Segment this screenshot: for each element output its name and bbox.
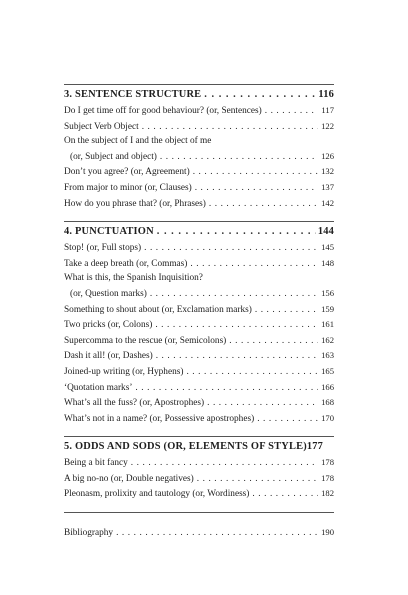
dot-leader xyxy=(265,104,318,119)
toc-section-3 xyxy=(64,85,334,221)
toc-heading-title: 4. PUNCTUATION xyxy=(64,226,154,238)
toc-entry-page: 132 xyxy=(321,166,334,177)
dot-leader xyxy=(229,334,318,349)
toc-entry-page: 168 xyxy=(321,397,334,408)
toc-entry-title: What’s not in a name? (or, Possessive apostrophes) xyxy=(64,413,255,424)
toc-entry-page: 148 xyxy=(321,257,334,268)
toc-bibliography xyxy=(64,513,334,551)
toc-entry-title: Subject Verb Object xyxy=(64,121,139,132)
toc-entry-title: From major to minor (or, Clauses) xyxy=(64,182,192,193)
toc-entry-title: Stop! (or, Full stops) xyxy=(64,243,142,254)
dot-leader xyxy=(252,487,318,502)
toc-entry[interactable] xyxy=(64,103,334,119)
dot-leader xyxy=(195,181,318,196)
toc-entry-page: 170 xyxy=(321,412,334,423)
toc-entry[interactable] xyxy=(64,364,334,380)
toc-entry[interactable] xyxy=(64,302,334,318)
toc-entry-title: Do I get time off for good behaviour? (or, Sentences) xyxy=(64,106,262,116)
toc-heading-page: 116 xyxy=(318,89,334,100)
toc-entry-title: Pleonasm, prolixity and tautology (or, Wordiness) xyxy=(64,489,250,500)
toc-entry-page: 122 xyxy=(321,120,334,131)
toc-entry[interactable] xyxy=(64,380,334,396)
dot-leader xyxy=(207,396,318,411)
toc-entry-page: 163 xyxy=(321,350,334,361)
toc-entry-page: 117 xyxy=(321,105,334,115)
toc-entry-title: Supercomma to the rescue (or, Semicolons) xyxy=(64,335,227,346)
toc-entry-title: A big no-no (or, Double negatives) xyxy=(64,473,194,484)
toc-entry-page: 137 xyxy=(321,181,334,192)
toc-entry[interactable] xyxy=(64,134,334,149)
toc-entry[interactable] xyxy=(64,286,334,302)
toc-entry[interactable] xyxy=(64,395,334,411)
toc-heading-title: 5. ODDS AND SODS (OR, ELEMENTS OF STYLE) xyxy=(64,441,307,453)
toc-entry-page: 182 xyxy=(321,488,334,499)
toc-entry[interactable] xyxy=(64,525,334,541)
toc-entry[interactable] xyxy=(64,271,334,286)
toc-entry-page: 142 xyxy=(321,197,334,208)
toc-entry-page: 156 xyxy=(321,287,334,298)
toc-entry-title: Don’t you agree? (or, Agreement) xyxy=(64,167,190,178)
toc-heading-page: 177 xyxy=(306,441,324,453)
toc-entry[interactable] xyxy=(64,256,334,272)
toc-entry[interactable] xyxy=(64,348,334,364)
toc-entry[interactable] xyxy=(64,164,334,180)
dot-leader xyxy=(156,349,318,364)
toc-entry-page: 126 xyxy=(321,150,334,161)
toc-entry[interactable] xyxy=(64,119,334,135)
toc-entry[interactable] xyxy=(64,149,334,165)
dot-leader xyxy=(157,224,316,240)
toc-entry-title: (or, Question marks) xyxy=(70,288,147,299)
toc-heading[interactable] xyxy=(64,224,334,240)
toc-entry-title: What is this, the Spanish Inquisition? xyxy=(64,273,203,284)
dot-leader xyxy=(186,365,318,380)
toc-entry-title: Joined-up writing (or, Hyphens) xyxy=(64,366,184,377)
toc-heading-title: 3. SENTENCE STRUCTURE xyxy=(64,89,202,100)
dot-leader xyxy=(150,287,318,302)
toc-heading[interactable] xyxy=(64,439,334,455)
dot-leader xyxy=(197,472,318,487)
dot-leader xyxy=(209,197,318,212)
toc-entry-page: 178 xyxy=(321,472,334,483)
toc-entry-page: 165 xyxy=(321,365,334,376)
toc-heading-page: 144 xyxy=(317,226,334,238)
toc-section-4 xyxy=(64,222,334,436)
toc-entry[interactable] xyxy=(64,180,334,196)
toc-entry-page: 178 xyxy=(321,457,334,468)
toc-heading[interactable] xyxy=(64,87,334,103)
dot-leader xyxy=(255,303,318,318)
toc-entry-title: What’s all the fuss? (or, Apostrophes) xyxy=(64,398,205,409)
toc-section-5 xyxy=(64,437,334,512)
dot-leader xyxy=(193,165,318,180)
toc-entry-title: (or, Subject and object) xyxy=(70,151,157,162)
toc-entry-page: 161 xyxy=(321,319,334,330)
dot-leader xyxy=(190,257,318,272)
toc-entry-title: Take a deep breath (or, Commas) xyxy=(64,258,188,269)
toc-entry-title: ‘Quotation marks’ xyxy=(64,382,133,393)
dot-leader xyxy=(131,456,318,471)
dot-leader xyxy=(135,381,318,396)
toc-entry-page: 162 xyxy=(321,334,334,345)
toc-entry-title: Bibliography xyxy=(64,528,114,539)
toc-entry-page: 159 xyxy=(321,303,334,314)
toc-entry-page: 190 xyxy=(321,527,334,538)
dot-leader xyxy=(257,412,318,427)
dot-leader xyxy=(160,150,318,165)
toc-entry-title: Two pricks (or, Colons) xyxy=(64,320,153,331)
toc-entry[interactable] xyxy=(64,471,334,487)
dot-leader xyxy=(142,120,318,135)
toc-entry[interactable] xyxy=(64,411,334,427)
toc-entry-title: How do you phrase that? (or, Phrases) xyxy=(64,198,206,209)
toc-entry[interactable] xyxy=(64,196,334,212)
toc-entry[interactable] xyxy=(64,486,334,502)
toc-entry-title: Being a bit fancy xyxy=(64,458,128,469)
dot-leader xyxy=(155,318,318,333)
toc-entry[interactable] xyxy=(64,317,334,333)
toc-entry-title: Something to shout about (or, Exclamation marks) xyxy=(64,304,252,315)
toc-entry-page: 166 xyxy=(321,381,334,392)
toc-entry-page: 145 xyxy=(321,242,334,253)
toc-entry-title: On the subject of I and the object of me xyxy=(64,136,212,147)
toc-entry[interactable] xyxy=(64,333,334,349)
dot-leader xyxy=(144,241,318,256)
table-of-contents xyxy=(64,84,334,551)
toc-entry[interactable] xyxy=(64,240,334,256)
dot-leader xyxy=(204,87,316,103)
toc-entry[interactable] xyxy=(64,455,334,471)
toc-entry-title: Dash it all! (or, Dashes) xyxy=(64,351,153,362)
dot-leader xyxy=(116,526,318,541)
